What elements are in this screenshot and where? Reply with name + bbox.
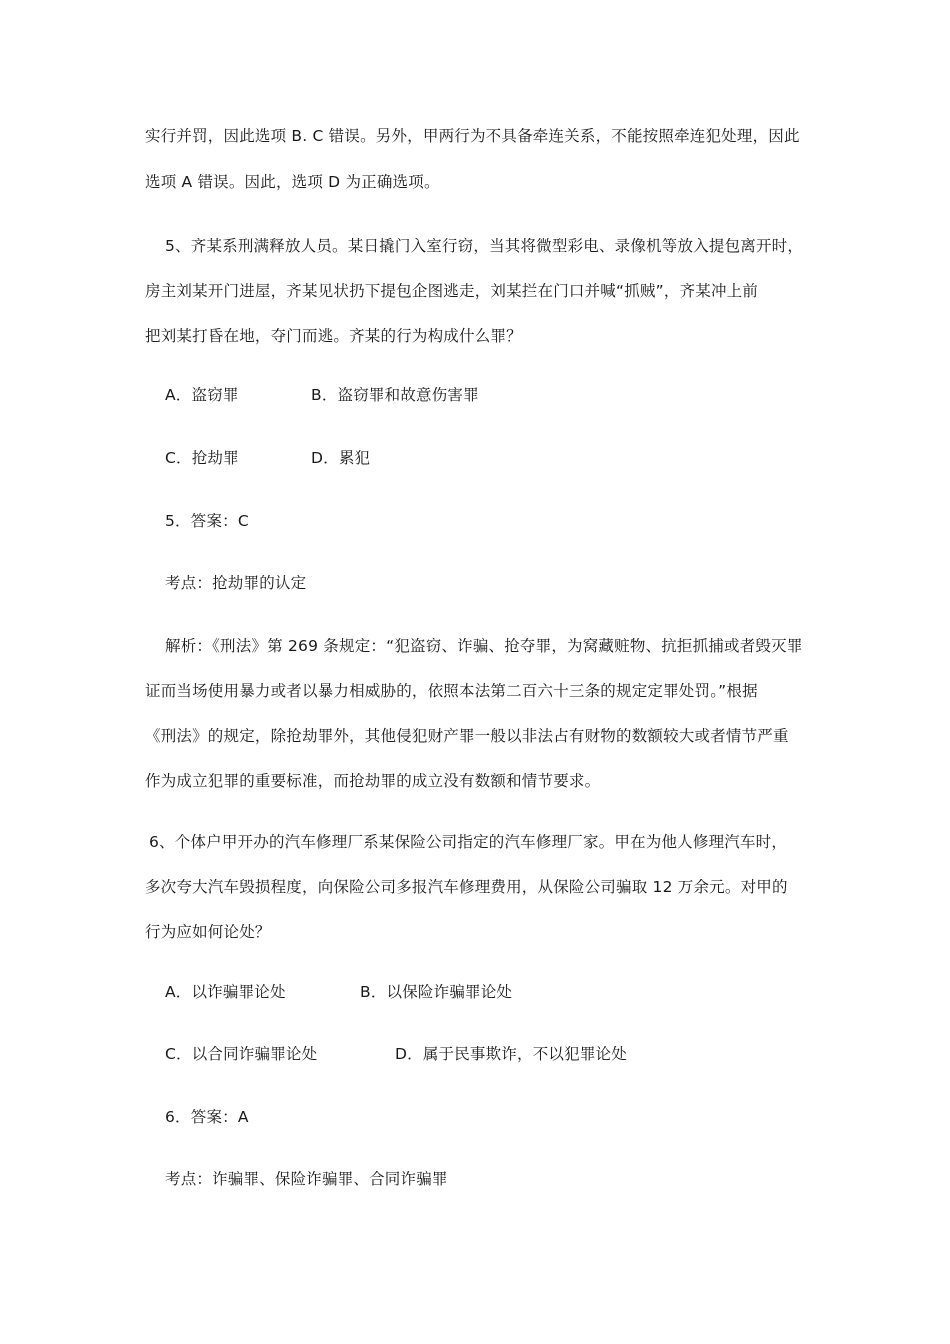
q6-options-row-1: [165, 982, 513, 1002]
q5-options-row-2: [165, 448, 371, 468]
q6-option-b: B．以保险诈骗罪论处: [360, 983, 513, 1001]
q4-explanation-line-1: 实行并罚，因此选项 B. C 错误。另外，甲两行为不具备牵连关系，不能按照牵连犯处理，因此: [145, 127, 800, 145]
q5-stem-line-2: 房主刘某开门进屋，齐某见状扔下提包企图逃走，刘某拦在门口并喊“抓贼”，齐某冲上前: [145, 282, 759, 300]
q6-option-d: D．属于民事欺诈，不以犯罪论处: [395, 1045, 627, 1063]
q6-option-a: A．以诈骗罪论处: [165, 983, 286, 1001]
q4-explanation-line-2: 选项 A 错误。因此，选项 D 为正确选项。: [145, 173, 440, 191]
q5-option-c: C．抢劫罪: [165, 449, 239, 467]
q5-stem-line-1: 5、齐某系刑满释放人员。某日撬门入室行窃，当其将微型彩电、录像机等放入提包离开时，: [165, 237, 804, 255]
q6-stem-line-3: 行为应如何论处？: [145, 923, 271, 941]
q6-stem-line-2: 多次夸大汽车毁损程度，向保险公司多报汽车修理费用，从保险公司骗取 12 万余元。对甲的: [145, 878, 788, 896]
q5-option-d: D．累犯: [311, 449, 371, 467]
q5-exam-point: 考点：抢劫罪的认定: [165, 574, 307, 592]
q6-answer: 6．答案：A: [165, 1108, 249, 1126]
q5-analysis-line-3: 《刑法》的规定，除抢劫罪外，其他侵犯财产罪一般以非法占有财物的数额较大或者情节严重: [145, 727, 789, 745]
q5-option-b: B．盗窃罪和故意伤害罪: [311, 386, 479, 404]
q5-analysis-line-4: 作为成立犯罪的重要标准，而抢劫罪的成立没有数额和情节要求。: [145, 772, 601, 790]
q5-option-a: A．盗窃罪: [165, 386, 239, 404]
q5-answer: 5．答案：C: [165, 512, 249, 530]
q5-analysis-line-1: 解析：《刑法》第 269 条规定：“犯盗窃、诈骗、抢夺罪，为窝藏赃物、抗拒抓捕或者毁灭罪: [165, 637, 803, 655]
q5-analysis-line-2: 证而当场使用暴力或者以暴力相威胁的，依照本法第二百六十三条的规定定罪处罚。”根据: [145, 682, 758, 700]
q5-options-row-1: [165, 385, 479, 405]
q6-options-row-2: [165, 1044, 627, 1064]
q6-stem-line-1: 6、个体户甲开办的汽车修理厂系某保险公司指定的汽车修理厂家。甲在为他人修理汽车时，: [149, 833, 788, 851]
q5-stem-line-3: 把刘某打昏在地，夺门而逃。齐某的行为构成什么罪？: [145, 327, 522, 345]
q6-exam-point: 考点：诈骗罪、保险诈骗罪、合同诈骗罪: [165, 1170, 448, 1188]
q6-option-c: C．以合同诈骗罪论处: [165, 1045, 318, 1063]
